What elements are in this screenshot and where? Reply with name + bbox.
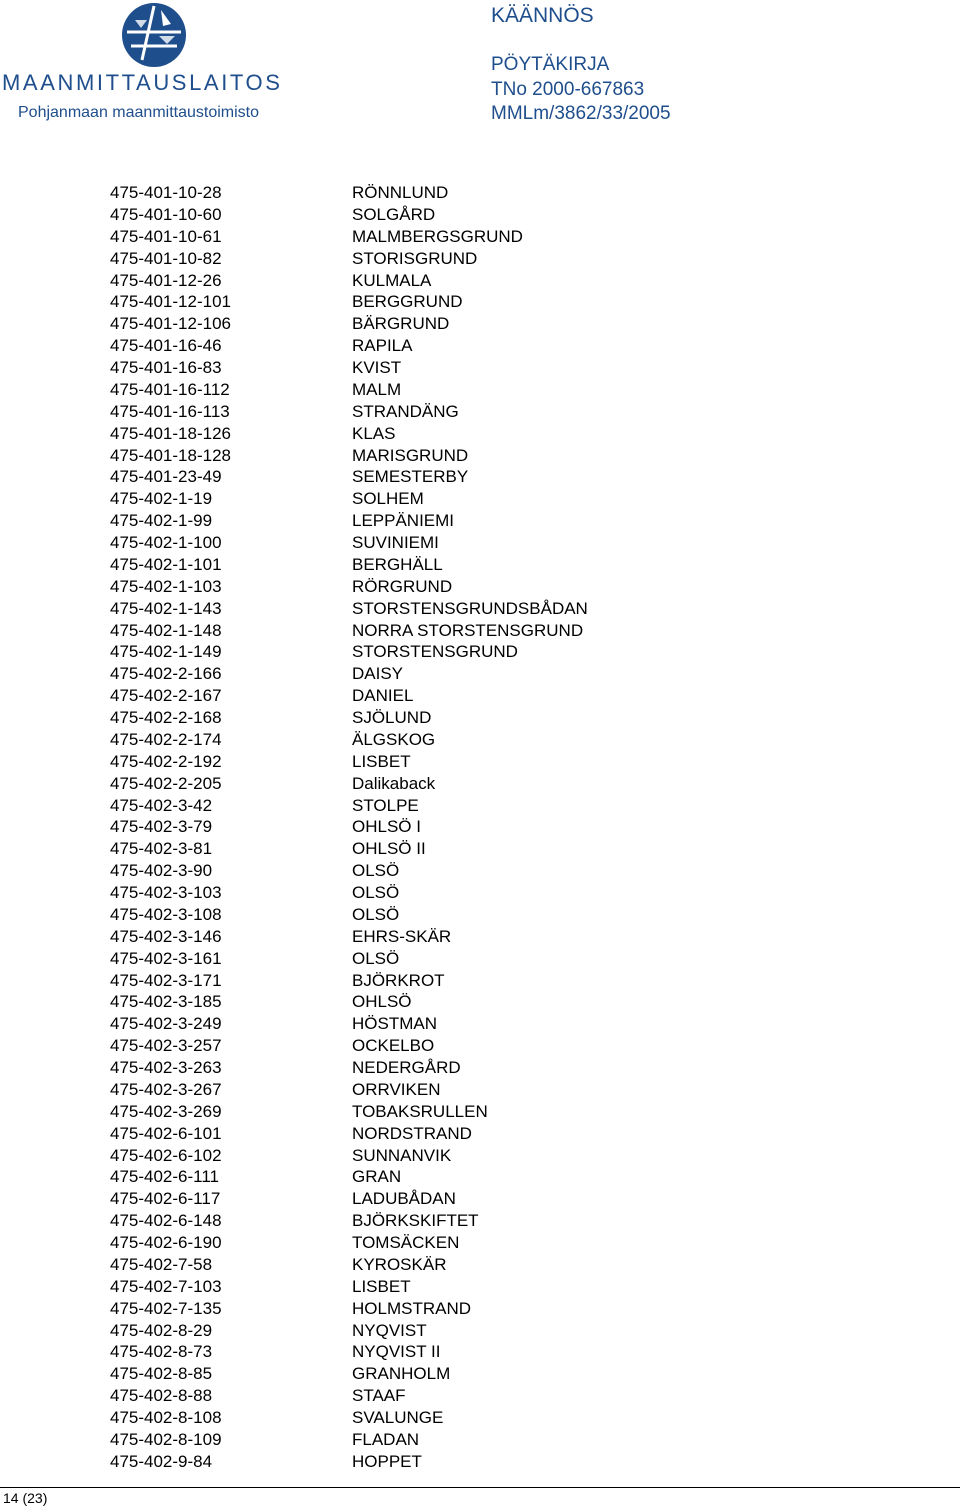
property-id: 475-401-10-61 <box>110 226 222 246</box>
property-name: RAPILA <box>352 336 413 356</box>
property-name: OLSÖ <box>352 948 400 968</box>
property-name: LISBET <box>352 1276 411 1296</box>
list-item <box>110 1407 810 1429</box>
property-id: 475-402-2-205 <box>110 773 222 793</box>
property-id: 475-402-3-146 <box>110 926 222 946</box>
list-item <box>110 1276 810 1298</box>
property-name: OCKELBO <box>352 1036 435 1056</box>
property-name: DAISY <box>352 664 404 684</box>
property-id: 475-402-8-108 <box>110 1408 222 1427</box>
property-id: 475-402-3-161 <box>110 948 222 968</box>
list-item <box>110 1079 810 1101</box>
property-id: 475-402-7-58 <box>110 1254 213 1274</box>
list-item <box>110 1298 810 1320</box>
property-id: 475-401-12-26 <box>110 270 222 290</box>
list-item <box>110 1123 810 1145</box>
list-item <box>110 1320 810 1342</box>
property-id: 475-402-2-192 <box>110 751 222 771</box>
property-id: 475-402-3-269 <box>110 1101 222 1121</box>
property-name: NORRA STORSTENSGRUND <box>352 620 584 640</box>
list-item <box>110 1188 810 1210</box>
property-name: MALMBERGSGRUND <box>352 226 523 246</box>
list-item <box>110 620 810 642</box>
property-name: NORDSTRAND <box>352 1123 472 1143</box>
property-name: OHLSÖ II <box>352 839 426 859</box>
list-item <box>110 1145 810 1167</box>
list-item <box>110 685 810 707</box>
list-item <box>110 707 810 729</box>
property-name: RÖNNLUND <box>352 183 449 202</box>
property-id: 475-402-6-111 <box>110 1167 220 1187</box>
property-id: 475-401-16-46 <box>110 336 222 356</box>
document-type: KÄÄNNÖS <box>491 4 594 27</box>
property-name: HOLMSTRAND <box>352 1298 472 1318</box>
property-name: Dalikaback <box>352 773 436 793</box>
list-item <box>110 1232 810 1254</box>
property-name: LISBET <box>352 751 411 771</box>
property-id: 475-401-16-113 <box>110 401 230 421</box>
property-id: 475-401-16-112 <box>110 379 230 399</box>
list-item <box>110 729 810 751</box>
list-item <box>110 1341 810 1363</box>
list-item <box>110 313 810 335</box>
property-name: OLSÖ <box>352 883 400 902</box>
property-id: 475-402-2-166 <box>110 664 222 684</box>
property-id: 475-402-1-100 <box>110 533 222 552</box>
property-name: BÄRGRUND <box>352 314 450 334</box>
list-item <box>110 554 810 576</box>
list-item <box>110 1013 810 1035</box>
property-list <box>110 182 810 1473</box>
list-item <box>110 488 810 510</box>
property-name: HÖSTMAN <box>352 1014 437 1034</box>
list-item <box>110 1254 810 1276</box>
list-item <box>110 991 810 1013</box>
property-id: 475-402-6-102 <box>110 1145 222 1165</box>
property-id: 475-402-1-101 <box>110 554 222 574</box>
list-item <box>110 970 810 992</box>
list-item <box>110 466 810 488</box>
list-item <box>110 423 810 445</box>
property-id: 475-402-8-88 <box>110 1386 213 1406</box>
list-item <box>110 795 810 817</box>
property-id: 475-401-16-83 <box>110 358 222 377</box>
property-id: 475-402-8-73 <box>110 1342 213 1362</box>
property-name: STORSTENSGRUND <box>352 642 518 662</box>
list-item <box>110 1210 810 1232</box>
property-name: TOBAKSRULLEN <box>352 1101 488 1121</box>
property-name: ÄLGSKOG <box>352 729 436 749</box>
property-name: SUVINIEMI <box>352 533 439 552</box>
property-name: STRANDÄNG <box>352 401 459 421</box>
property-id: 475-402-2-168 <box>110 708 222 727</box>
property-name: SJÖLUND <box>352 708 432 727</box>
property-id: 475-402-3-90 <box>110 861 213 881</box>
list-item <box>110 598 810 620</box>
national-land-survey-logo-icon <box>121 2 187 68</box>
property-id: 475-401-10-28 <box>110 183 222 202</box>
property-id: 475-402-6-117 <box>110 1189 221 1209</box>
property-name: GRAN <box>352 1167 402 1187</box>
property-id: 475-402-3-171 <box>110 970 222 990</box>
property-id: 475-401-10-60 <box>110 204 222 224</box>
property-id: 475-402-3-249 <box>110 1014 222 1034</box>
property-id: 475-402-3-103 <box>110 883 222 902</box>
list-item <box>110 445 810 467</box>
property-name: STOLPE <box>352 795 419 815</box>
list-item <box>110 1035 810 1057</box>
property-name: BJÖRKSKIFTET <box>352 1211 479 1231</box>
list-item <box>110 291 810 313</box>
property-name: OHLSÖ <box>352 992 412 1012</box>
property-name: LEPPÄNIEMI <box>352 511 455 531</box>
property-name: OLSÖ <box>352 904 400 924</box>
property-id: 475-402-3-267 <box>110 1079 222 1099</box>
organization-name: MAANMITTAUSLAITOS <box>2 70 283 95</box>
list-item <box>110 1385 810 1407</box>
page-number: 14 (23) <box>3 1490 48 1506</box>
list-item <box>110 1101 810 1123</box>
property-id: 475-402-2-167 <box>110 686 222 706</box>
property-id: 475-401-18-128 <box>110 445 231 465</box>
list-item <box>110 1166 810 1188</box>
property-name: FLADAN <box>352 1429 420 1449</box>
property-name: OLSÖ <box>352 861 400 881</box>
property-id: 475-402-8-29 <box>110 1320 213 1340</box>
property-name: EHRS-SKÄR <box>352 926 452 946</box>
list-item <box>110 860 810 882</box>
list-item <box>110 532 810 554</box>
property-id: 475-401-23-49 <box>110 467 222 487</box>
property-id: 475-402-2-174 <box>110 729 222 749</box>
list-item <box>110 1429 810 1451</box>
property-name: ORRVIKEN <box>352 1079 441 1099</box>
document-title: PÖYTÄKIRJA <box>491 54 610 75</box>
property-name: RÖRGRUND <box>352 576 453 596</box>
property-name: TOMSÄCKEN <box>352 1233 460 1252</box>
property-name: BJÖRKROT <box>352 970 445 990</box>
property-name: STAAF <box>352 1386 406 1406</box>
document-header <box>491 4 671 127</box>
property-name: SOLGÅRD <box>352 204 436 224</box>
list-item <box>110 751 810 773</box>
reference-tno: TNo 2000-667863 <box>491 78 645 100</box>
property-id: 475-402-9-84 <box>110 1451 213 1471</box>
property-id: 475-402-1-143 <box>110 598 222 618</box>
list-item <box>110 882 810 904</box>
property-id: 475-402-1-19 <box>110 489 213 509</box>
property-id: 475-402-3-257 <box>110 1036 222 1056</box>
property-name: KYROSKÄR <box>352 1254 447 1274</box>
list-item <box>110 357 810 379</box>
property-name: MALM <box>352 379 402 399</box>
list-item <box>110 335 810 357</box>
property-id: 475-402-1-103 <box>110 576 222 596</box>
property-name: SVALUNGE <box>352 1408 444 1427</box>
property-id: 475-402-3-263 <box>110 1058 222 1077</box>
office-name: Pohjanmaan maanmittaustoimisto <box>18 104 260 121</box>
property-name: STORSTENSGRUNDSBÅDAN <box>352 598 588 618</box>
property-id: 475-402-3-81 <box>110 839 213 859</box>
property-id: 475-401-12-101 <box>110 292 231 312</box>
property-id: 475-402-8-109 <box>110 1429 222 1449</box>
property-id: 475-401-12-106 <box>110 314 231 334</box>
footer-divider <box>0 1487 960 1488</box>
property-id: 475-402-3-42 <box>110 795 213 815</box>
property-name: BERGGRUND <box>352 292 463 312</box>
list-item <box>110 948 810 970</box>
list-item <box>110 401 810 423</box>
property-name: HOPPET <box>352 1451 422 1471</box>
property-id: 475-402-1-148 <box>110 620 222 640</box>
property-name: DANIEL <box>352 686 414 706</box>
property-name: SEMESTERBY <box>352 467 469 487</box>
list-item <box>110 510 810 532</box>
list-item <box>110 204 810 226</box>
list-item <box>110 904 810 926</box>
list-item <box>110 182 810 204</box>
property-id: 475-402-1-149 <box>110 642 222 662</box>
property-id: 475-402-7-103 <box>110 1276 222 1296</box>
list-item <box>110 1451 810 1473</box>
property-id: 475-402-7-135 <box>110 1298 222 1318</box>
property-id: 475-402-3-185 <box>110 992 222 1012</box>
property-id: 475-402-8-85 <box>110 1364 213 1384</box>
list-item <box>110 641 810 663</box>
property-name: MARISGRUND <box>352 445 469 465</box>
property-name: NYQVIST II <box>352 1342 441 1362</box>
list-item <box>110 663 810 685</box>
list-item <box>110 1363 810 1385</box>
property-name: SOLHEM <box>352 489 424 509</box>
list-item <box>110 838 810 860</box>
property-name: STORISGRUND <box>352 248 478 268</box>
property-id: 475-401-18-126 <box>110 423 231 443</box>
property-name: NYQVIST <box>352 1320 427 1340</box>
organization-logo <box>0 0 310 130</box>
property-id: 475-402-6-190 <box>110 1233 222 1252</box>
property-id: 475-402-3-108 <box>110 904 222 924</box>
list-item <box>110 576 810 598</box>
property-id: 475-402-1-99 <box>110 511 213 531</box>
property-name: OHLSÖ I <box>352 817 421 837</box>
reference-mml: MMLm/3862/33/2005 <box>491 103 671 124</box>
property-name: NEDERGÅRD <box>352 1058 461 1077</box>
list-item <box>110 926 810 948</box>
property-name: KVIST <box>352 358 402 377</box>
property-name: GRANHOLM <box>352 1364 451 1384</box>
property-id: 475-402-6-101 <box>110 1123 222 1143</box>
property-name: SUNNANVIK <box>352 1145 452 1165</box>
property-id: 475-402-6-148 <box>110 1211 222 1231</box>
list-item <box>110 1057 810 1079</box>
property-name: LADUBÅDAN <box>352 1189 456 1209</box>
property-id: 475-402-3-79 <box>110 817 213 837</box>
property-name: KLAS <box>352 423 396 443</box>
list-item <box>110 816 810 838</box>
list-item <box>110 379 810 401</box>
list-item <box>110 226 810 248</box>
property-name: KULMALA <box>352 270 432 290</box>
list-item <box>110 270 810 292</box>
list-item <box>110 773 810 795</box>
list-item <box>110 248 810 270</box>
property-name: BERGHÄLL <box>352 554 443 574</box>
property-id: 475-401-10-82 <box>110 248 222 268</box>
